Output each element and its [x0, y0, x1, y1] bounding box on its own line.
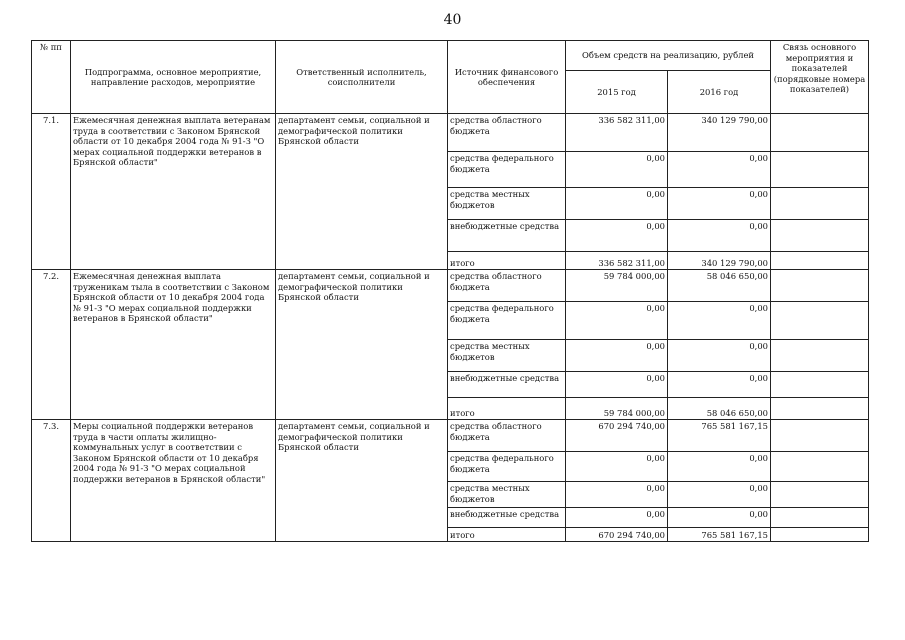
amount-2015: 336 582 311,00: [566, 252, 668, 270]
amount-2016: 765 581 167,15: [668, 528, 771, 542]
amount-2016: 765 581 167,15: [668, 420, 771, 452]
indicator-link: [771, 270, 869, 302]
funding-source: средства федерального бюджета: [448, 452, 566, 482]
amount-2016: 0,00: [668, 340, 771, 372]
total-label: итого: [448, 252, 566, 270]
amount-2015: 59 784 000,00: [566, 398, 668, 420]
header-row: [32, 41, 869, 71]
amount-2015: 0,00: [566, 340, 668, 372]
amount-2015: 0,00: [566, 508, 668, 528]
amount-2016: 340 129 790,00: [668, 252, 771, 270]
amount-2015: 670 294 740,00: [566, 528, 668, 542]
executor: департамент семьи, социальной и демографической политики Брянской области: [276, 114, 448, 270]
program-description: Ежемесячная денежная выплата ветеранам труда в соответствии с Законом Брянской области от 10 декабря 2004 года № 91-З "О мерах социальной поддержки ветеранов в Брянской области": [71, 114, 276, 270]
amount-2015: 59 784 000,00: [566, 270, 668, 302]
funding-source: внебюджетные средства: [448, 372, 566, 398]
amount-2016: 0,00: [668, 152, 771, 188]
amount-2016: 0,00: [668, 452, 771, 482]
indicator-link: [771, 482, 869, 508]
indicator-link: [771, 114, 869, 152]
amount-2015: 0,00: [566, 452, 668, 482]
executor: департамент семьи, социальной и демографической политики Брянской области: [276, 420, 448, 542]
indicator-link: [771, 372, 869, 398]
amount-2016: 0,00: [668, 372, 771, 398]
amount-2015: 0,00: [566, 220, 668, 252]
total-label: итого: [448, 528, 566, 542]
funding-source: средства федерального бюджета: [448, 152, 566, 188]
header-link: Связь основного мероприятия и показателей (порядковые номера показателей): [771, 41, 869, 114]
amount-2015: 0,00: [566, 188, 668, 220]
header-year-2016: 2016 год: [668, 71, 771, 114]
indicator-link: [771, 302, 869, 340]
funding-source: средства областного бюджета: [448, 420, 566, 452]
total-label: итого: [448, 398, 566, 420]
indicator-link: [771, 188, 869, 220]
amount-2015: 0,00: [566, 482, 668, 508]
header-executor: Ответственный исполнитель, соисполнители: [276, 41, 448, 114]
funding-source: средства местных бюджетов: [448, 482, 566, 508]
table-body: [32, 114, 869, 542]
amount-2016: 0,00: [668, 482, 771, 508]
funding-source: средства местных бюджетов: [448, 340, 566, 372]
amount-2016: 0,00: [668, 508, 771, 528]
header-source: Источник финансового обеспечения: [448, 41, 566, 114]
indicator-link: [771, 508, 869, 528]
header-volume: Объем средств на реализацию, рублей: [566, 41, 771, 71]
indicator-link: [771, 528, 869, 542]
amount-2015: 0,00: [566, 152, 668, 188]
indicator-link: [771, 220, 869, 252]
executor: департамент семьи, социальной и демографической политики Брянской области: [276, 270, 448, 420]
row-number: 7.3.: [32, 420, 71, 542]
table-row: [32, 270, 869, 302]
amount-2016: 0,00: [668, 220, 771, 252]
table-row: [32, 420, 869, 452]
funding-source: средства областного бюджета: [448, 114, 566, 152]
amount-2016: 0,00: [668, 188, 771, 220]
indicator-link: [771, 452, 869, 482]
funding-source: средства местных бюджетов: [448, 188, 566, 220]
amount-2016: 0,00: [668, 302, 771, 340]
funding-source: внебюджетные средства: [448, 508, 566, 528]
amount-2015: 0,00: [566, 302, 668, 340]
amount-2015: 336 582 311,00: [566, 114, 668, 152]
header-program: Подпрограмма, основное мероприятие, направление расходов, мероприятие: [71, 41, 276, 114]
financing-table: [31, 40, 869, 542]
indicator-link: [771, 340, 869, 372]
funding-source: средства областного бюджета: [448, 270, 566, 302]
amount-2016: 58 046 650,00: [668, 398, 771, 420]
header-num: № пп: [32, 41, 71, 114]
page-number: 40: [443, 12, 462, 28]
row-number: 7.1.: [32, 114, 71, 270]
indicator-link: [771, 398, 869, 420]
funding-source: внебюджетные средства: [448, 220, 566, 252]
row-number: 7.2.: [32, 270, 71, 420]
program-description: Меры социальной поддержки ветеранов труда в части оплаты жилищно-коммунальных услуг в соответствии с Законом Брянской области от 10 декабря 2004 года № 91-З "О мерах социальной поддержки ветеранов в Брянской области": [71, 420, 276, 542]
indicator-link: [771, 252, 869, 270]
header-year-2015: 2015 год: [566, 71, 668, 114]
amount-2015: 670 294 740,00: [566, 420, 668, 452]
indicator-link: [771, 152, 869, 188]
amount-2015: 0,00: [566, 372, 668, 398]
amount-2016: 58 046 650,00: [668, 270, 771, 302]
indicator-link: [771, 420, 869, 452]
amount-2016: 340 129 790,00: [668, 114, 771, 152]
table-row: [32, 114, 869, 152]
program-description: Ежемесячная денежная выплата труженикам тыла в соответствии с Законом Брянской области от 10 декабря 2004 года № 91-З "О мерах социальной поддержки ветеранов в Брянской области": [71, 270, 276, 420]
funding-source: средства федерального бюджета: [448, 302, 566, 340]
